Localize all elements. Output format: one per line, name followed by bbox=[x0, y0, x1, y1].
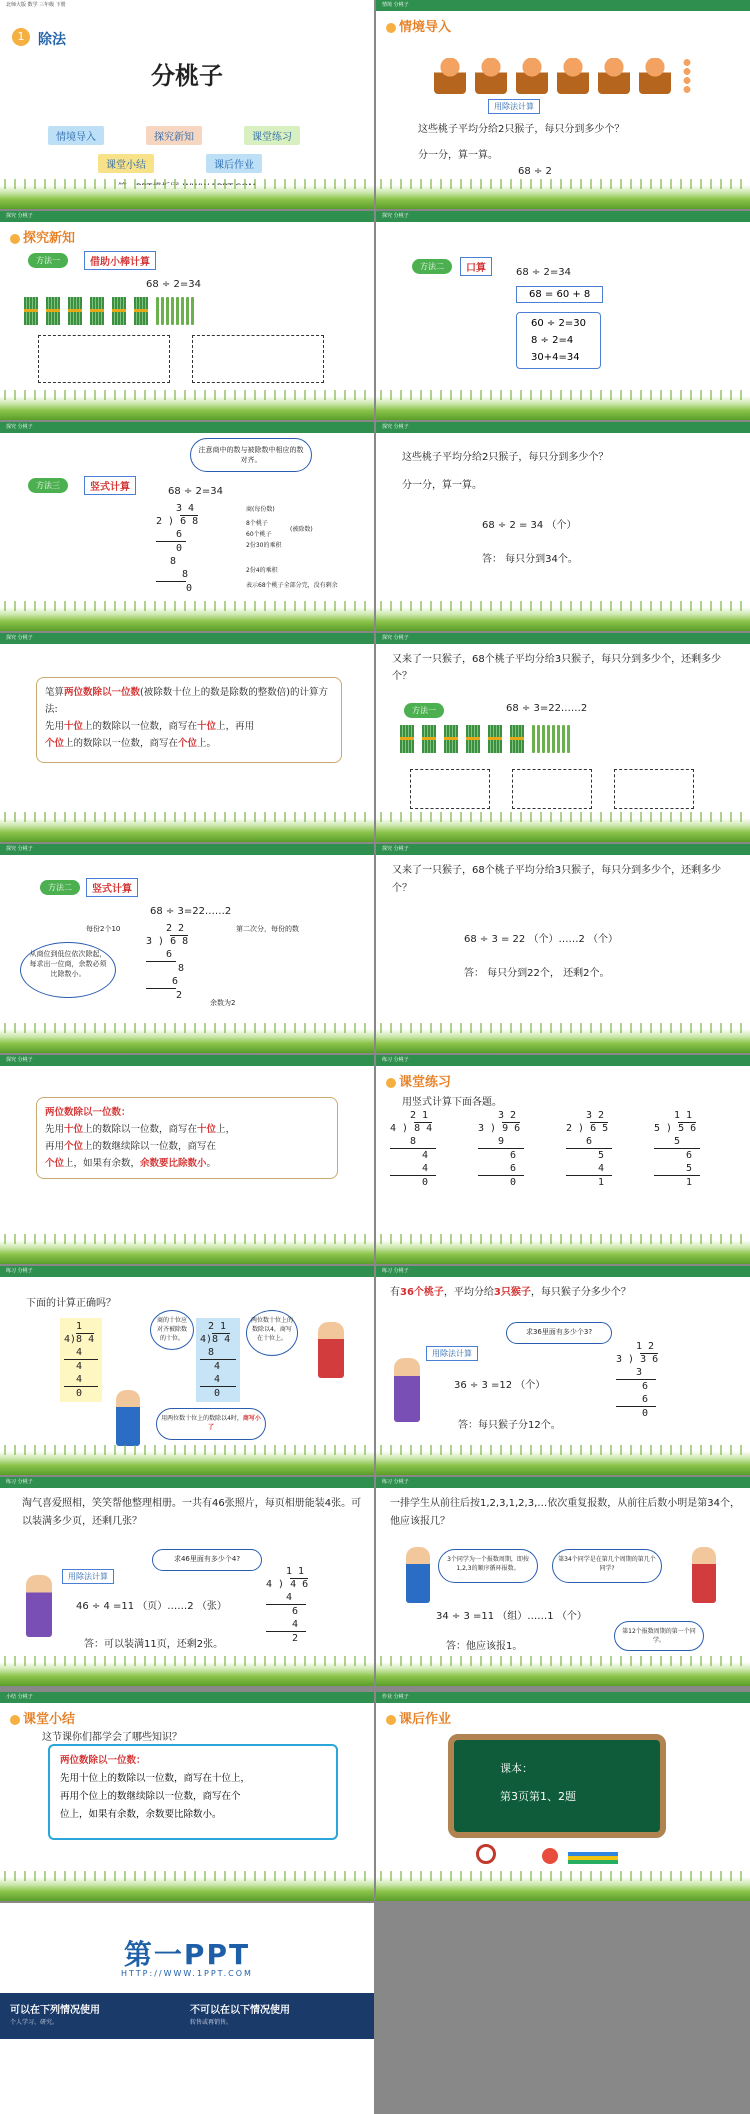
slide-header: 小结 分桃子 bbox=[0, 1692, 374, 1703]
note-60: 60个桃子 bbox=[246, 531, 272, 538]
menu-summary[interactable]: 课堂小结 bbox=[98, 154, 154, 173]
question-2: 分一分，算一算。 bbox=[418, 150, 498, 161]
can-use-title: 可以在下列情况使用 bbox=[10, 2005, 100, 2016]
note-dividend: (被除数) bbox=[290, 526, 313, 533]
slide-header: 作业 分桃子 bbox=[376, 1692, 750, 1703]
grass-decoration bbox=[0, 185, 374, 209]
answer: 答：可以装满11页，还剩2张。 bbox=[84, 1639, 224, 1650]
drop-box-2 bbox=[512, 769, 592, 809]
chalkboard bbox=[448, 1734, 666, 1838]
hint-cloud: 第12个报数周期的第一个同学。 bbox=[614, 1621, 704, 1651]
hint-cloud: 求36里面有多少个3? bbox=[506, 1322, 612, 1344]
equation: 34 ÷ 3 =11 （组）……1 （个） bbox=[436, 1611, 587, 1622]
note-remainder: 表示68个桃子全部分完，没有剩余 bbox=[246, 582, 338, 589]
brand-logo: 第一PPT bbox=[123, 1938, 251, 1971]
hint-cloud: 两位数十位上的数除以4，商写在十位上。 bbox=[246, 1310, 298, 1356]
calc-tag: 用除法计算 bbox=[62, 1569, 114, 1584]
answer: 答： 每只分到22个， 还剩2个。 bbox=[464, 968, 610, 979]
slide-header: 北师大版 数学 三年级 下册 bbox=[0, 0, 374, 11]
clock-icon bbox=[476, 1844, 496, 1864]
answer: 答：每只猴子分12个。 bbox=[458, 1420, 561, 1431]
equation: 68 ÷ 2=34 bbox=[516, 267, 571, 278]
summary-line: 先用十位上的数除以一位数，商写在十位上， bbox=[60, 1773, 251, 1784]
equation: 68 ÷ 2=34 bbox=[168, 486, 223, 497]
slide-header: 练习 分桃子 bbox=[376, 1477, 750, 1488]
practice-division: 3 2 2 ) 6 5 6 5 4 1 bbox=[566, 1109, 646, 1189]
boy-figure bbox=[406, 1547, 430, 1603]
summary-line: 再用个位上的数继续除以一位数，商写在个 bbox=[60, 1791, 241, 1802]
cannot-use-desc: 转售或再销售。 bbox=[190, 2019, 233, 2026]
note-4: 2份4的乘积 bbox=[246, 567, 278, 574]
grass-decoration bbox=[0, 818, 374, 842]
equation: 46 ÷ 4 =11 （页）……2 （张） bbox=[76, 1601, 227, 1612]
peach-icon bbox=[386, 1715, 396, 1725]
long-division: 2 2 3 ) 6 8 6 8 6 2 bbox=[146, 923, 189, 1001]
teacher-figure bbox=[394, 1358, 420, 1422]
slide-practice bbox=[376, 1055, 750, 1264]
grass-decoration bbox=[376, 607, 750, 631]
grass-decoration bbox=[0, 607, 374, 631]
equation: 68 ÷ 3=22……2 bbox=[506, 703, 588, 714]
girl-figure bbox=[318, 1322, 344, 1378]
slide-header: 练习 分桃子 bbox=[376, 1055, 750, 1066]
question: 这些桃子平均分给2只猴子，每只分到多少个？ bbox=[418, 124, 625, 135]
step-line: 8 ÷ 2=4 bbox=[531, 335, 574, 346]
right-division: 2 1 4)8 4 8 4 4 0 bbox=[196, 1318, 240, 1402]
menu-intro[interactable]: 情境导入 bbox=[48, 126, 104, 145]
peach-baskets bbox=[434, 58, 694, 98]
drop-box-2 bbox=[192, 335, 324, 383]
slide-intro bbox=[376, 0, 750, 209]
long-division: 1 2 3 ) 3 6 3 6 6 0 bbox=[616, 1341, 659, 1419]
equation: 68 ÷ 3 = 22 （个）……2 （个） bbox=[464, 934, 619, 945]
grass-decoration bbox=[0, 396, 374, 420]
peach-icon bbox=[10, 234, 20, 244]
split-box: 68 = 60 + 8 bbox=[516, 286, 603, 303]
grass-decoration bbox=[376, 1240, 750, 1264]
slide-method-3 bbox=[0, 422, 374, 631]
stick-bundles bbox=[400, 725, 572, 753]
slide-answer-2 bbox=[376, 844, 750, 1053]
method-label: 口算 bbox=[460, 257, 492, 276]
summary-heading: 两位数除以一位数： bbox=[60, 1755, 146, 1766]
equation: 68 ÷ 2 bbox=[518, 166, 552, 177]
hint-cloud: 求46里面有多少个4? bbox=[152, 1549, 262, 1571]
hint-cloud: 第34个同学是在第几个周期的第几个同学? bbox=[552, 1549, 662, 1583]
slide-header: 探究 分桃子 bbox=[376, 633, 750, 644]
summary-line: 位上，如果有余数，余数要比除数小。 bbox=[60, 1809, 222, 1820]
grass-decoration bbox=[0, 1662, 374, 1686]
slide-check bbox=[0, 1266, 374, 1475]
slide-header: 探究 分桃子 bbox=[0, 422, 374, 433]
calc-tag: 用除法计算 bbox=[488, 99, 540, 114]
question: 又来了一只猴子，68个桃子平均分给3只猴子，每只分到多少个，还剩多少个？ bbox=[392, 654, 722, 682]
grass-decoration bbox=[376, 1029, 750, 1053]
long-division: 1 1 4 ) 4 6 4 6 4 2 bbox=[266, 1566, 309, 1644]
slide-photo-problem bbox=[0, 1477, 374, 1686]
drop-box-1 bbox=[410, 769, 490, 809]
lesson-title: 分桃子 bbox=[151, 62, 223, 90]
grass-decoration bbox=[0, 1877, 374, 1901]
slide-method-1 bbox=[0, 211, 374, 420]
answer: 答：他应该报1。 bbox=[446, 1641, 523, 1652]
books-icon bbox=[568, 1852, 618, 1864]
grass-decoration bbox=[0, 1029, 374, 1053]
slide-rule-2 bbox=[0, 1055, 374, 1264]
note-30: 2份30的乘积 bbox=[246, 542, 282, 549]
peach-icon bbox=[10, 1715, 20, 1725]
grass-decoration bbox=[0, 1451, 374, 1475]
equation: 36 ÷ 3 =12 （个） bbox=[454, 1380, 546, 1391]
slide-header: 探究 分桃子 bbox=[0, 1055, 374, 1066]
slide-header: 练习 分桃子 bbox=[0, 1266, 374, 1277]
method-badge: 方法一 bbox=[28, 253, 68, 268]
question: 有36个桃子，平均分给3只猴子，每只猴子分多少个？ bbox=[390, 1287, 631, 1298]
homework-label: 课本： bbox=[500, 1762, 533, 1775]
license-footer bbox=[0, 1993, 374, 2114]
equation: 68 ÷ 2 = 34 （个） bbox=[482, 520, 577, 531]
equation: 68 ÷ 3=22……2 bbox=[150, 906, 232, 917]
method-badge: 方法二 bbox=[412, 259, 452, 274]
method-label: 竖式计算 bbox=[86, 878, 138, 897]
girl-figure bbox=[692, 1547, 716, 1603]
step-line: 60 ÷ 2=30 bbox=[531, 318, 586, 329]
slide-answer-1 bbox=[376, 422, 750, 631]
slide-summary bbox=[0, 1692, 374, 1901]
basket-icon bbox=[598, 58, 630, 94]
grass-decoration bbox=[376, 396, 750, 420]
link-list bbox=[0, 2039, 374, 2114]
slide-header: 练习 分桃子 bbox=[0, 1477, 374, 1488]
method-badge: 方法二 bbox=[40, 880, 80, 895]
section-title: 探究新知 bbox=[10, 227, 75, 246]
note-tens: 每份2个10 bbox=[86, 925, 121, 933]
section-title: 课堂练习 bbox=[386, 1071, 451, 1090]
hint-cloud: 从商位到低位依次除起，每求出一位商，余数必须比除数小。 bbox=[20, 942, 116, 998]
slide-header: 探究 分桃子 bbox=[0, 633, 374, 644]
hint-cloud: 3个同学为一个报数周期，即按1,2,3的顺序循环报数。 bbox=[438, 1549, 538, 1583]
basket-icon bbox=[434, 58, 466, 94]
teacher-figure bbox=[26, 1575, 52, 1637]
unit-title: 除法 bbox=[38, 32, 66, 48]
slide-method-2b bbox=[0, 844, 374, 1053]
note-8: 8个桃子 bbox=[246, 520, 268, 527]
question: 这节课你们都学会了哪些知识？ bbox=[42, 1732, 182, 1743]
slide-header: 探究 分桃子 bbox=[376, 211, 750, 222]
slide-peach-problem bbox=[376, 1266, 750, 1475]
slide-header: 练习 分桃子 bbox=[376, 1266, 750, 1277]
long-division: 3 4 2 ) 6 8 6 0 8 8 0 bbox=[156, 503, 199, 594]
hint-cloud: 注意商中的数与被除数中相应的数对齐。 bbox=[190, 438, 312, 472]
method-badge: 方法三 bbox=[28, 478, 68, 493]
peach-icon bbox=[386, 23, 396, 33]
apple-icon bbox=[542, 1848, 558, 1864]
slide-cover bbox=[0, 0, 374, 209]
method-label: 竖式计算 bbox=[84, 476, 136, 495]
basket-icon bbox=[639, 58, 671, 94]
drop-box-1 bbox=[38, 335, 170, 383]
practice-division: 2 1 4 ) 8 4 8 4 4 0 bbox=[390, 1109, 470, 1189]
practice-division: 1 1 5 ) 5 6 5 6 5 1 bbox=[654, 1109, 734, 1189]
can-use-desc: 个人学习、研究。 bbox=[10, 2019, 59, 2026]
step-line: 30+4=34 bbox=[531, 352, 580, 363]
slide-homework bbox=[376, 1692, 750, 1901]
slide-header: 探究 分桃子 bbox=[376, 844, 750, 855]
rule-card: 笔算两位数除以一位数(被除数十位上的数是除数的整数倍)的计算方法: 先用十位上的数除以一位数，商写在十位上，再用 个位上的数除以一位数，商写在个位上。 bbox=[36, 677, 342, 763]
slide-header: 探究 分桃子 bbox=[376, 422, 750, 433]
boy-figure bbox=[116, 1390, 140, 1446]
cannot-use-title: 不可以在以下情况使用 bbox=[190, 2005, 290, 2016]
question-2: 分一分，算一算。 bbox=[402, 480, 482, 491]
hint-cloud: 用两位数十位上的数除以4时，商写小了 bbox=[156, 1408, 266, 1440]
question: 一排学生从前往后按1,2,3,1,2,3,…依次重复报数，从前往后数小明是第34个，他应该报几？ bbox=[390, 1498, 740, 1527]
slide-method-2 bbox=[376, 211, 750, 420]
slide-header: 情境 分桃子 bbox=[376, 0, 750, 11]
note-remainder: 余数为2 bbox=[210, 999, 236, 1007]
instruction: 用竖式计算下面各题。 bbox=[402, 1097, 502, 1108]
question: 又来了一只猴子，68个桃子平均分给3只猴子，每只分到多少个，还剩多少个？ bbox=[392, 865, 722, 894]
slide-header: 探究 分桃子 bbox=[0, 844, 374, 855]
question: 下面的计算正确吗？ bbox=[26, 1298, 116, 1309]
section-title: 课堂小结 bbox=[10, 1708, 75, 1727]
menu-explore[interactable]: 探究新知 bbox=[146, 126, 202, 145]
basket-icon bbox=[475, 58, 507, 94]
section-title: 课后作业 bbox=[386, 1708, 451, 1727]
wrong-division: 1 4)8 4 4 4 4 0 bbox=[60, 1318, 102, 1402]
grass-decoration bbox=[376, 1662, 750, 1686]
slide-count-problem bbox=[376, 1477, 750, 1686]
calc-tag: 用除法计算 bbox=[426, 1346, 478, 1361]
unit-badge: 1 bbox=[12, 28, 30, 46]
method-label: 借助小棒计算 bbox=[84, 251, 156, 270]
grass-decoration bbox=[376, 185, 750, 209]
slide-problem-2 bbox=[376, 633, 750, 842]
peach-stack-icon bbox=[680, 58, 694, 94]
menu-practice[interactable]: 课堂练习 bbox=[244, 126, 300, 145]
summary-card bbox=[48, 1744, 338, 1840]
section-title: 情境导入 bbox=[386, 16, 451, 35]
grass-decoration bbox=[376, 1451, 750, 1475]
method-badge: 方法一 bbox=[404, 703, 444, 718]
answer: 答： 每只分到34个。 bbox=[482, 554, 578, 565]
note-quotient: 商(每份数) bbox=[246, 506, 275, 513]
note-second: 第二次分，每份的数 bbox=[236, 925, 299, 933]
peach-icon bbox=[386, 1078, 396, 1088]
practice-division: 3 2 3 ) 9 6 9 6 6 0 bbox=[478, 1109, 558, 1189]
slide-rule-1 bbox=[0, 633, 374, 842]
question: 淘气喜爱照相，笑笑帮他整理相册。一共有46张照片，每页相册能装4张。可以装满多少页，还剩几张？ bbox=[22, 1498, 362, 1527]
grass-decoration bbox=[376, 1877, 750, 1901]
grass-decoration bbox=[376, 818, 750, 842]
hint-cloud: 商的十位应对齐被除数的十位。 bbox=[150, 1310, 194, 1350]
grass-decoration bbox=[0, 1240, 374, 1264]
steps-box bbox=[516, 312, 601, 369]
slide-header: 探究 分桃子 bbox=[0, 211, 374, 222]
question: 这些桃子平均分给2只猴子，每只分到多少个？ bbox=[402, 452, 609, 463]
rule-card: 两位数除以一位数： 先用十位上的数除以一位数，商写在十位上， 再用个位上的数继续除以一位数，商写在 个位上，如果有余数，余数要比除数小。 bbox=[36, 1097, 338, 1179]
homework-task: 第3页第1、2题 bbox=[500, 1790, 576, 1803]
equation: 68 ÷ 2=34 bbox=[146, 279, 201, 290]
desk-items bbox=[476, 1844, 656, 1866]
menu-homework[interactable]: 课后作业 bbox=[206, 154, 262, 173]
drop-box-3 bbox=[614, 769, 694, 809]
brand-url: HTTP://WWW.1PPT.COM bbox=[121, 1969, 253, 1978]
stick-bundles bbox=[24, 297, 196, 325]
basket-icon bbox=[516, 58, 548, 94]
basket-icon bbox=[557, 58, 589, 94]
